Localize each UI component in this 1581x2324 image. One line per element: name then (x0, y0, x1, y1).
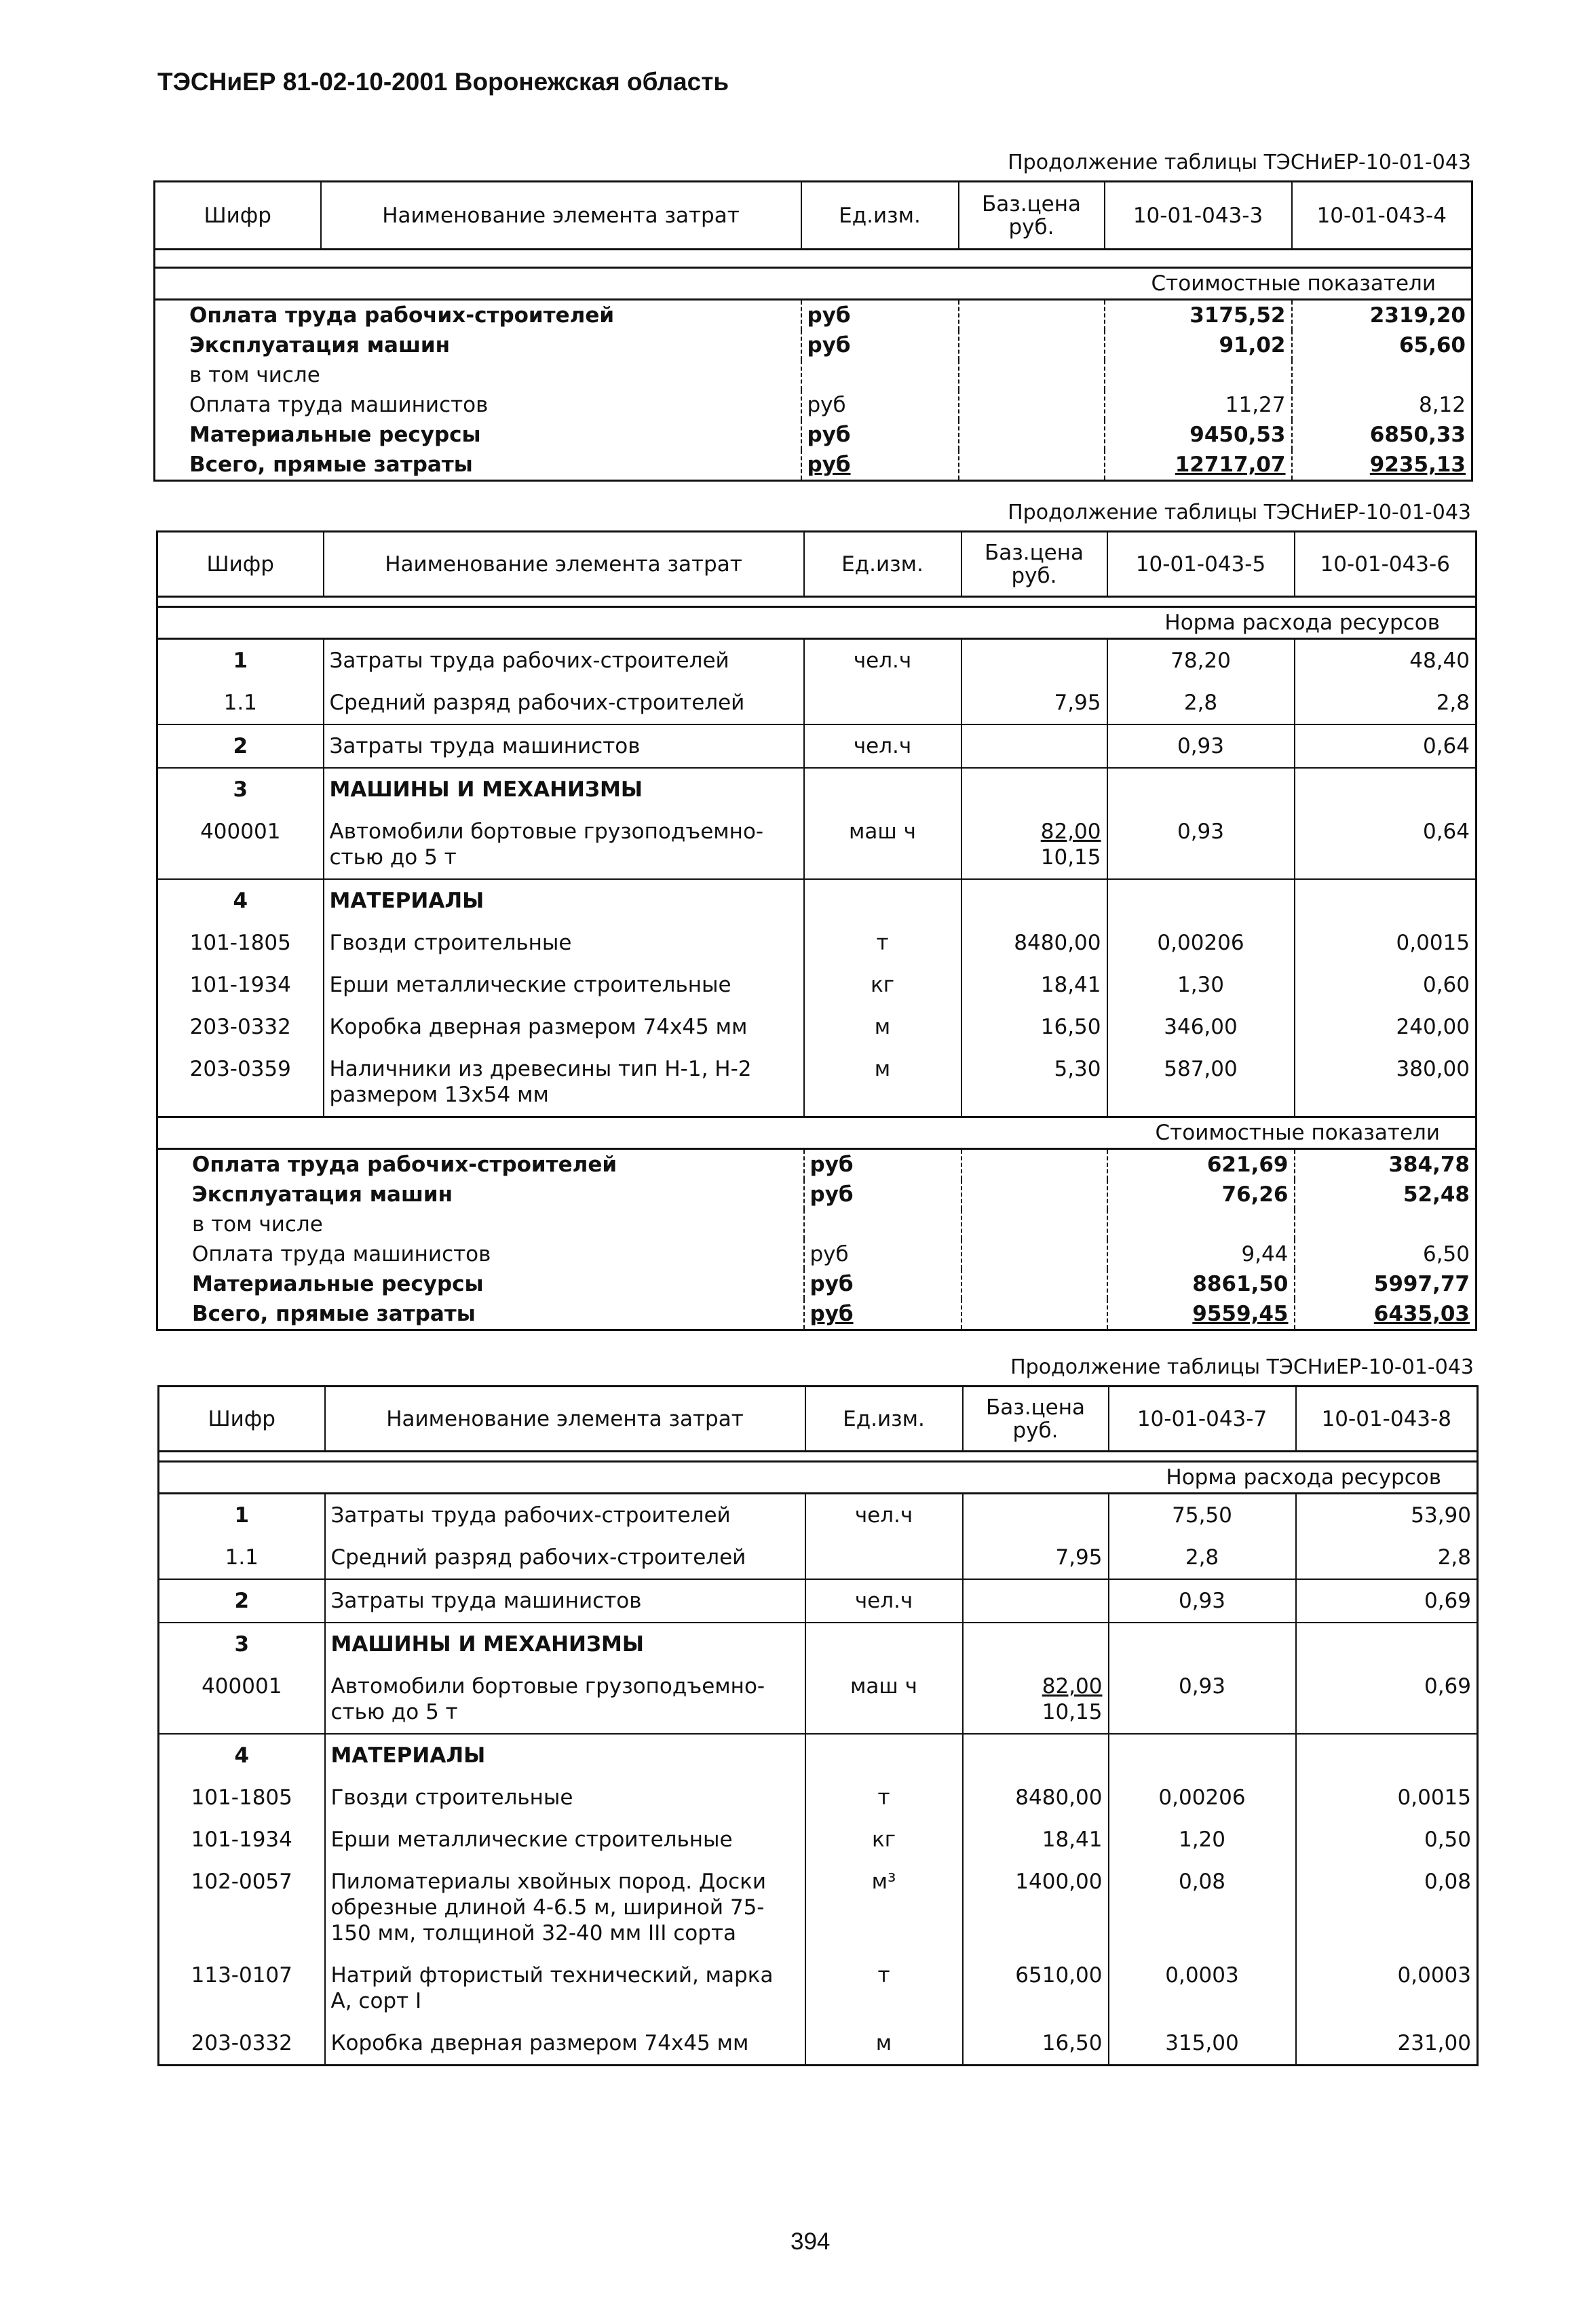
cost-name: Всего, прямые затраты (189, 452, 473, 477)
header-col-a: 10-01-043-7 (1109, 1387, 1296, 1452)
header-col-a: 10-01-043-3 (1105, 182, 1292, 250)
row-name: Коробка дверная размером 74х45 мм (325, 2022, 805, 2066)
row-unit: кг (805, 1819, 963, 1861)
row-code: 101-1805 (191, 1785, 292, 1810)
row-value-a: 0,93 (1109, 1579, 1296, 1623)
row-value-b: 0,69 (1296, 1665, 1478, 1734)
cost-value-a: 12717,07 (1105, 450, 1292, 481)
row-price: 8480,00 (961, 922, 1107, 964)
cost-unit: руб (804, 1239, 961, 1269)
row-code: 400001 (202, 1674, 282, 1699)
table-row (159, 1861, 1478, 1954)
row-value-b: 231,00 (1296, 2022, 1478, 2066)
resource-table (157, 1385, 1479, 2066)
header-name: Наименование элемента затрат (325, 1387, 805, 1452)
cost-name: Оплата труда машинистов (189, 393, 489, 417)
section-cost: Стоимостные показатели (155, 268, 1472, 300)
row-name: Средний разряд рабочих-строителей (324, 682, 804, 724)
row-value-b: 0,69 (1296, 1579, 1478, 1623)
row-value-a: 0,08 (1109, 1861, 1296, 1954)
row-unit: т (805, 1954, 963, 2022)
header-price: Баз.цена руб. (963, 1387, 1109, 1452)
cost-value-a: 8861,50 (1107, 1269, 1295, 1299)
table-caption: Продолжение таблицы ТЭСНиЕР-10-01-043 (1008, 501, 1471, 524)
cost-row (157, 1269, 1477, 1299)
row-price: 16,50 (963, 2022, 1109, 2066)
spacer-row (155, 250, 1472, 268)
row-name: Средний разряд рабочих-строителей (325, 1536, 805, 1579)
table-row (159, 1536, 1478, 1579)
row-code: 2 (159, 1579, 325, 1623)
table-header-row (159, 1387, 1478, 1452)
cost-name: в том числе (189, 363, 320, 387)
cost-name: Всего, прямые затраты (192, 1302, 476, 1326)
cost-row (157, 1149, 1477, 1180)
row-value-a: 0,93 (1107, 724, 1295, 768)
row-value-b: 53,90 (1296, 1494, 1478, 1537)
resource-table (156, 530, 1477, 1331)
row-unit: чел.ч (804, 724, 961, 768)
cost-name: Оплата труда машинистов (192, 1242, 491, 1266)
group-title: МАТЕРИАЛЫ (325, 1734, 805, 1777)
header-code: Шифр (159, 1387, 325, 1452)
row-value-a: 1,20 (1109, 1819, 1296, 1861)
row-code: 101-1934 (189, 973, 291, 997)
row-code: 101-1805 (189, 931, 291, 955)
row-code: 4 (159, 1734, 325, 1777)
table-row (159, 1494, 1478, 1537)
cost-name: Материальные ресурсы (189, 423, 481, 447)
group-title: МАТЕРИАЛЫ (324, 879, 804, 922)
table-row (157, 724, 1477, 768)
row-name: Затраты труда рабочих-строителей (325, 1494, 805, 1537)
cost-value-b: 9235,13 (1292, 450, 1472, 481)
group-row (159, 1623, 1478, 1665)
row-unit: м (804, 1048, 961, 1117)
row-unit: т (804, 922, 961, 964)
cost-name: Оплата труда рабочих-строителей (189, 303, 615, 328)
row-name: Затраты труда машинистов (324, 724, 804, 768)
row-code: 3 (159, 1623, 325, 1665)
row-value-a: 0,0003 (1109, 1954, 1296, 2022)
header-price: Баз.цена руб. (961, 532, 1107, 597)
row-value-b: 0,64 (1295, 724, 1477, 768)
row-price: 16,50 (961, 1006, 1107, 1048)
row-value-a: 0,00206 (1109, 1777, 1296, 1819)
cost-row-total (157, 1299, 1477, 1330)
table-row (159, 1579, 1478, 1623)
cost-name: Оплата труда рабочих-строителей (192, 1153, 617, 1177)
header-col-b: 10-01-043-8 (1296, 1387, 1478, 1452)
row-value-b: 48,40 (1295, 639, 1477, 682)
cost-value-a: 11,27 (1105, 390, 1292, 420)
row-price: 18,41 (961, 964, 1107, 1006)
row-code: 203-0332 (191, 2031, 292, 2055)
cost-value-b: 8,12 (1292, 390, 1472, 420)
table-row (157, 964, 1477, 1006)
group-row (157, 768, 1477, 811)
section-norm: Норма расхода ресурсов (159, 1462, 1478, 1494)
table-caption: Продолжение таблицы ТЭСНиЕР-10-01-043 (1008, 151, 1471, 174)
row-price (963, 1494, 1109, 1537)
table-row (157, 682, 1477, 724)
cost-row (155, 360, 1472, 390)
row-code: 1 (233, 648, 248, 673)
row-value-a: 0,93 (1109, 1665, 1296, 1734)
row-name: Натрий фтористый технический, марка А, сорт I (325, 1954, 805, 2022)
table-header-row (155, 182, 1472, 250)
header-unit: Ед.изм. (805, 1387, 963, 1452)
cost-row (155, 390, 1472, 420)
cost-row (155, 330, 1472, 360)
row-price: 82,00 (1042, 1674, 1103, 1699)
row-code: 400001 (200, 819, 281, 844)
row-value-b: 0,0015 (1296, 1777, 1478, 1819)
cost-value-b: 384,78 (1295, 1149, 1477, 1180)
header-name: Наименование элемента затрат (321, 182, 801, 250)
row-unit (805, 1536, 963, 1579)
cost-value-a: 76,26 (1107, 1180, 1295, 1209)
cost-name: Эксплуатация машин (192, 1182, 453, 1207)
group-title: МАШИНЫ И МЕХАНИЗМЫ (325, 1623, 805, 1665)
cost-unit: руб (801, 390, 959, 420)
table-row (157, 639, 1477, 682)
row-value-b: 2,8 (1296, 1536, 1478, 1579)
header-name: Наименование элемента затрат (324, 532, 804, 597)
table-row (159, 2022, 1478, 2066)
cost-value-a: 621,69 (1107, 1149, 1295, 1180)
row-price: 6510,00 (963, 1954, 1109, 2022)
cost-name: в том числе (192, 1212, 323, 1237)
row-value-b: 0,08 (1296, 1861, 1478, 1954)
row-value-a: 346,00 (1107, 1006, 1295, 1048)
row-unit (804, 682, 961, 724)
cost-unit: руб (804, 1299, 961, 1330)
table-row (159, 1777, 1478, 1819)
row-value-b: 240,00 (1295, 1006, 1477, 1048)
cost-unit: руб (804, 1149, 961, 1180)
cost-unit: руб (801, 300, 959, 331)
cost-value-a: 91,02 (1105, 330, 1292, 360)
row-name: Затраты труда рабочих-строителей (324, 639, 804, 682)
row-code: 4 (157, 879, 324, 922)
cost-unit: руб (804, 1180, 961, 1209)
row-price: 7,95 (963, 1536, 1109, 1579)
row-code: 1 (234, 1503, 250, 1528)
table-row (157, 1006, 1477, 1048)
section-cost: Стоимостные показатели (157, 1117, 1477, 1149)
row-value-b: 0,0015 (1295, 922, 1477, 964)
row-price: 1400,00 (963, 1861, 1109, 1954)
row-value-b: 0,0003 (1296, 1954, 1478, 2022)
cost-value-a: 9450,53 (1105, 420, 1292, 450)
table-row (159, 1665, 1478, 1734)
row-value-a: 78,20 (1107, 639, 1295, 682)
page-header: ТЭСНиЕР 81-02-10-2001 Воронежская область (157, 68, 729, 96)
row-name: Автомобили бортовые грузоподъемно-стью до 5 т (324, 811, 804, 879)
row-code: 1.1 (223, 691, 257, 715)
cost-unit: руб (801, 420, 959, 450)
row-value-a: 0,93 (1107, 811, 1295, 879)
row-price: 8480,00 (963, 1777, 1109, 1819)
table-row (157, 811, 1477, 879)
group-row (159, 1734, 1478, 1777)
section-norm: Норма расхода ресурсов (157, 607, 1477, 639)
row-unit: чел.ч (804, 639, 961, 682)
row-price (961, 639, 1107, 682)
row-value-b: 380,00 (1295, 1048, 1477, 1117)
cost-row (157, 1239, 1477, 1269)
row-name: Ерши металлические строительные (325, 1819, 805, 1861)
cost-value-a: 3175,52 (1105, 300, 1292, 331)
cost-value-b: 52,48 (1295, 1180, 1477, 1209)
row-value-b: 2,8 (1295, 682, 1477, 724)
table-row (157, 1048, 1477, 1117)
header-unit: Ед.изм. (801, 182, 959, 250)
cost-unit: руб (801, 450, 959, 481)
table-row (159, 1819, 1478, 1861)
group-title: МАШИНЫ И МЕХАНИЗМЫ (324, 768, 804, 811)
row-value-b: 0,60 (1295, 964, 1477, 1006)
cost-name: Эксплуатация машин (189, 333, 451, 357)
table-caption: Продолжение таблицы ТЭСНиЕР-10-01-043 (1010, 1355, 1474, 1379)
row-value-a: 1,30 (1107, 964, 1295, 1006)
row-value-a: 2,8 (1109, 1536, 1296, 1579)
row-price (963, 1579, 1109, 1623)
row-price: 7,95 (961, 682, 1107, 724)
row-price-machinist: 10,15 (1040, 845, 1101, 870)
header-code: Шифр (157, 532, 324, 597)
row-value-b: 0,50 (1296, 1819, 1478, 1861)
row-unit: м³ (805, 1861, 963, 1954)
row-name: Гвозди строительные (325, 1777, 805, 1819)
page-number: 394 (790, 2228, 831, 2255)
cost-row (155, 300, 1472, 331)
row-unit: м (805, 2022, 963, 2066)
spacer-row (157, 597, 1477, 607)
row-name: Гвозди строительные (324, 922, 804, 964)
cost-value-b: 6850,33 (1292, 420, 1472, 450)
row-code: 102-0057 (191, 1870, 292, 1894)
row-code: 203-0359 (189, 1057, 291, 1081)
cost-value-b: 65,60 (1292, 330, 1472, 360)
row-value-b: 0,64 (1295, 811, 1477, 879)
cost-row (157, 1209, 1477, 1239)
row-unit: маш ч (805, 1665, 963, 1734)
cost-row (157, 1180, 1477, 1209)
row-price: 18,41 (963, 1819, 1109, 1861)
cost-value-b: 5997,77 (1295, 1269, 1477, 1299)
spacer-row (159, 1452, 1478, 1462)
row-name: Затраты труда машинистов (325, 1579, 805, 1623)
row-name: Наличники из древесины тип Н-1, Н-2 размером 13х54 мм (324, 1048, 804, 1117)
cost-unit: руб (801, 330, 959, 360)
cost-value-b: 6,50 (1295, 1239, 1477, 1269)
row-value-a: 315,00 (1109, 2022, 1296, 2066)
cost-row-total (155, 450, 1472, 481)
row-name: Пиломатериалы хвойных пород. Доски обрезные длиной 4-6.5 м, шириной 75-150 мм, толщиной 32-40 мм III сорта (325, 1861, 805, 1954)
cost-unit: руб (804, 1269, 961, 1299)
row-code: 1.1 (225, 1545, 259, 1570)
row-price-machinist: 10,15 (1042, 1700, 1103, 1724)
resource-table (153, 180, 1473, 482)
table-row (159, 1954, 1478, 2022)
row-unit: маш ч (804, 811, 961, 879)
row-price: 82,00 (1040, 819, 1101, 844)
table-row (157, 922, 1477, 964)
table-header-row (157, 532, 1477, 597)
row-value-a: 587,00 (1107, 1048, 1295, 1117)
row-value-a: 0,00206 (1107, 922, 1295, 964)
row-unit: м (804, 1006, 961, 1048)
row-unit: чел.ч (805, 1494, 963, 1537)
row-unit: т (805, 1777, 963, 1819)
row-code: 113-0107 (191, 1963, 292, 1988)
row-name: Автомобили бортовые грузоподъемно-стью до 5 т (325, 1665, 805, 1734)
header-col-b: 10-01-043-6 (1295, 532, 1477, 597)
cost-row (155, 420, 1472, 450)
row-name: Ерши металлические строительные (324, 964, 804, 1006)
row-code: 2 (157, 724, 324, 768)
row-value-a: 2,8 (1107, 682, 1295, 724)
header-col-b: 10-01-043-4 (1292, 182, 1472, 250)
row-name: Коробка дверная размером 74х45 мм (324, 1006, 804, 1048)
header-price: Баз.цена руб. (959, 182, 1105, 250)
row-price: 5,30 (961, 1048, 1107, 1117)
row-code: 203-0332 (189, 1015, 291, 1039)
row-unit: чел.ч (805, 1579, 963, 1623)
header-col-a: 10-01-043-5 (1107, 532, 1295, 597)
header-unit: Ед.изм. (804, 532, 961, 597)
cost-name: Материальные ресурсы (192, 1272, 484, 1296)
group-row (157, 879, 1477, 922)
row-unit: кг (804, 964, 961, 1006)
cost-value-a: 9559,45 (1107, 1299, 1295, 1330)
header-code: Шифр (155, 182, 321, 250)
row-price (961, 724, 1107, 768)
row-code: 101-1934 (191, 1827, 292, 1852)
row-value-a: 75,50 (1109, 1494, 1296, 1537)
cost-value-b: 2319,20 (1292, 300, 1472, 331)
cost-value-a: 9,44 (1107, 1239, 1295, 1269)
row-code: 3 (157, 768, 324, 811)
cost-value-b: 6435,03 (1295, 1299, 1477, 1330)
